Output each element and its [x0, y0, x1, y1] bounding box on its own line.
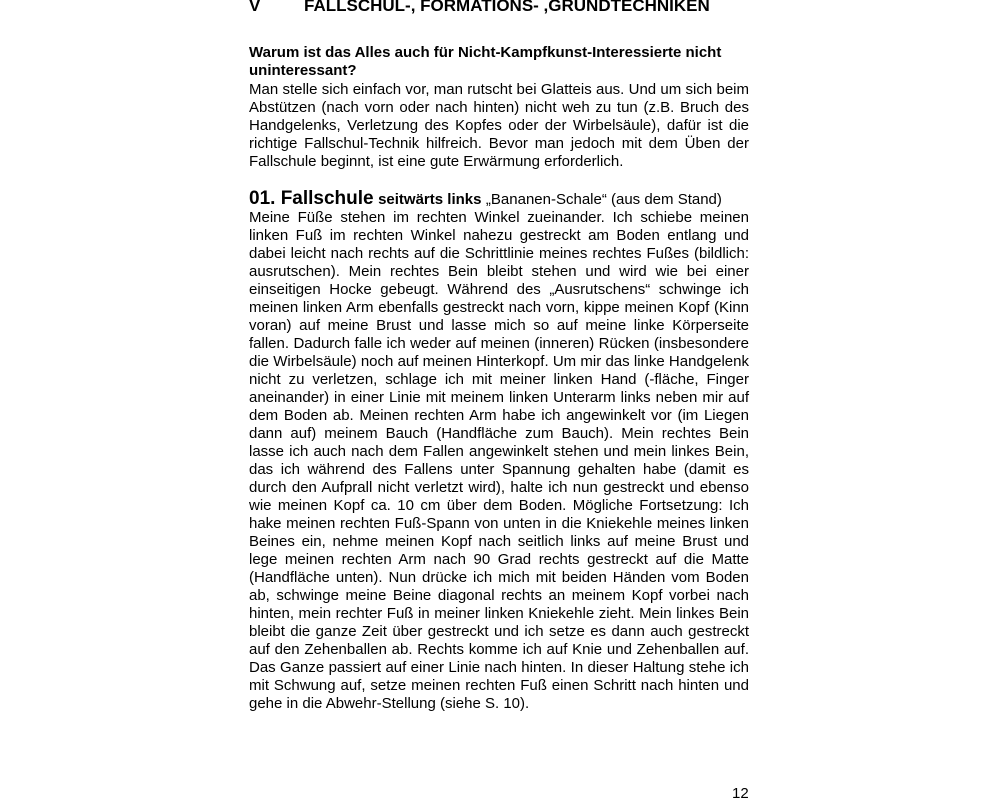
intro-paragraph: Man stelle sich einfach vor, man rutscht bei Glatteis aus. Und um sich beim Abstützen (nach vorn oder nach hinten) nicht weh zu tun (z.B. Bruch des Handgelenks, Verletzung des Kopfes oder der Wirbelsäule), dafür ist die richtige Fallschul-Technik hilfreich. Bevor man jedoch mit dem Üben der Fallschule beginnt, ist eine gute Erwärmung erforderlich. — [249, 81, 749, 170]
intro-question: Warum ist das Alles auch für Nicht-Kampfkunst-Interessierte nicht uninteressant? — [249, 44, 722, 79]
section-subtitle: „Bananen-Schale“ (aus dem Stand) — [485, 191, 722, 208]
chapter-number: V — [249, 0, 261, 15]
section-heading — [249, 188, 749, 211]
chapter-title: FALLSCHUL-, FORMATIONS- ,GRUNDTECHNIKEN — [304, 0, 710, 15]
page-number: 12 — [732, 785, 749, 802]
section-subtitle-bold: seitwärts links — [378, 191, 482, 208]
section-number-title: 01. Fallschule — [249, 188, 374, 209]
section-paragraph: Meine Füße stehen im rechten Winkel zueinander. Ich schiebe meinen linken Fuß im rechten Winkel nahezu gestreckt am Boden entlang und dabei leicht nach rechts auf die Schrittlinie meines rechtes Fußes (bildlich: ausrutschen). Mein rechtes Bein bleibt stehen und wird wie bei einer einseitigen Hocke gebeugt. Während des „Ausrutschens“ schwinge ich meinen linken Arm ebenfalls gestreckt nach vorn, kippe meinen Kopf (Kinn voran) auf meine Brust und lasse mich so auf meine linke Körperseite fallen. Dadurch falle ich weder auf meinen (inneren) Rücken (insbesondere die Wirbelsäule) noch auf meinen Hinterkopf. Um mir das linke Handgelenk nicht zu verletzen, schlage ich mit meiner linken Hand (-fläche, Finger aneinander) in einer Linie mit meinem linken Unterarm links neben mir auf dem Boden ab. Meinen rechten Arm habe ich angewinkelt vor (im Liegen dann auf) meinem Bauch (Handfläche zum Bauch). Mein rechtes Bein lasse ich auch nach dem Fallen angewinkelt stehen und mein linkes Bein, das ich während des Fallens unter Spannung gehalten habe (damit es durch den Aufprall nicht verletzt wird), halte ich nun gestreckt und ebenso wie meinen Kopf ca. 10 cm über dem Boden. Mögliche Fortsetzung: Ich hake meinen rechten Fuß-Spann von unten in die Kniekehle meines linken Beines ein, nehme meinen Kopf nach seitlich links auf meine Brust und lege meinen rechten Arm nach 90 Grad rechts gestreckt auf die Matte (Handfläche unten). Nun drücke ich mich mit beiden Händen vom Boden ab, schwinge meine Beine diagonal rechts an meinem Kopf vorbei nach hinten, mein rechter Fuß in meiner linken Kniekehle zieht. Mein linkes Bein bleibt die ganze Zeit über gestreckt und ich setze es dann auch gestreckt auf den Zehenballen ab. Rechts komme ich auf Knie und Zehenballen auf. Das Ganze passiert auf einer Linie nach hinten. In dieser Haltung stehe ich mit Schwung auf, setze meinen rechten Fuß einen Schritt nach hinten und gehe in die Abwehr-Stellung (siehe S. 10). — [249, 209, 749, 712]
chapter-heading — [249, 0, 749, 18]
document-page — [249, 0, 749, 800]
